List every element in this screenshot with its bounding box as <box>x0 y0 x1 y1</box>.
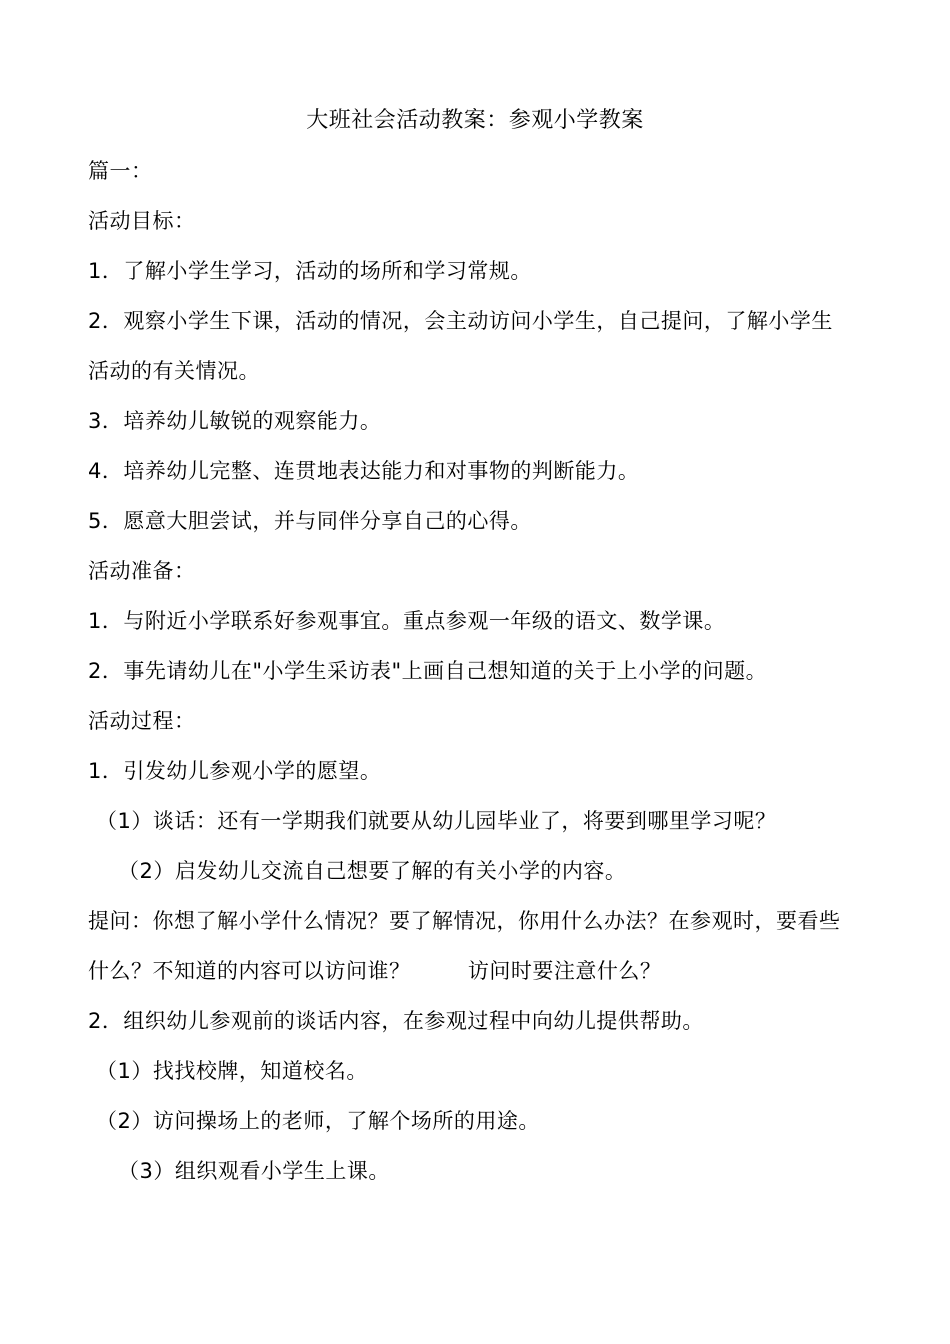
process-substep-1-2: （2）启发幼儿交流自己想要了解的有关小学的内容。 <box>118 859 627 883</box>
process-substep-1-1: （1）谈话：还有一学期我们就要从幼儿园毕业了，将要到哪里学习呢？ <box>96 809 777 833</box>
section-heading-process: 活动过程： <box>88 709 196 733</box>
document-title: 大班社会活动教案：参观小学教案 <box>306 108 644 133</box>
process-step-1: 1．引发幼儿参观小学的愿望。 <box>88 759 382 783</box>
goal-item-4: 4．培养幼儿完整、连贯地表达能力和对事物的判断能力。 <box>88 459 640 483</box>
goal-item-2: 2．观察小学生下课，活动的情况，会主动访问小学生，自己提问，了解小学生 <box>88 309 833 333</box>
process-substep-2-3: （3）组织观看小学生上课。 <box>118 1159 390 1183</box>
section-heading-preparation: 活动准备： <box>88 559 196 583</box>
process-step-2: 2．组织幼儿参观前的谈话内容，在参观过程中向幼儿提供帮助。 <box>88 1009 704 1033</box>
goal-item-3: 3．培养幼儿敏锐的观察能力。 <box>88 409 382 433</box>
process-questions: 提问：你想了解小学什么情况？要了解情况，你用什么办法？在参观时，要看些 <box>88 909 841 933</box>
section-heading-part-one: 篇一： <box>88 159 153 183</box>
section-heading-goals: 活动目标： <box>88 209 196 233</box>
process-substep-2-1: （1）找找校牌，知道校名。 <box>96 1059 368 1083</box>
process-substep-2-2: （2）访问操场上的老师，了解个场所的用途。 <box>96 1109 540 1133</box>
preparation-item-2: 2．事先请幼儿在"小学生采访表"上画自己想知道的关于上小学的问题。 <box>88 659 768 683</box>
goal-item-1: 1．了解小学生学习，活动的场所和学习常规。 <box>88 259 532 283</box>
goal-item-5: 5．愿意大胆尝试，并与同伴分享自己的心得。 <box>88 509 532 533</box>
preparation-item-1: 1．与附近小学联系好参观事宜。重点参观一年级的语文、数学课。 <box>88 609 726 633</box>
process-questions-continued: 什么？不知道的内容可以访问谁？ 访问时要注意什么？ <box>88 959 662 983</box>
goal-item-2-continued: 活动的有关情况。 <box>88 359 260 383</box>
